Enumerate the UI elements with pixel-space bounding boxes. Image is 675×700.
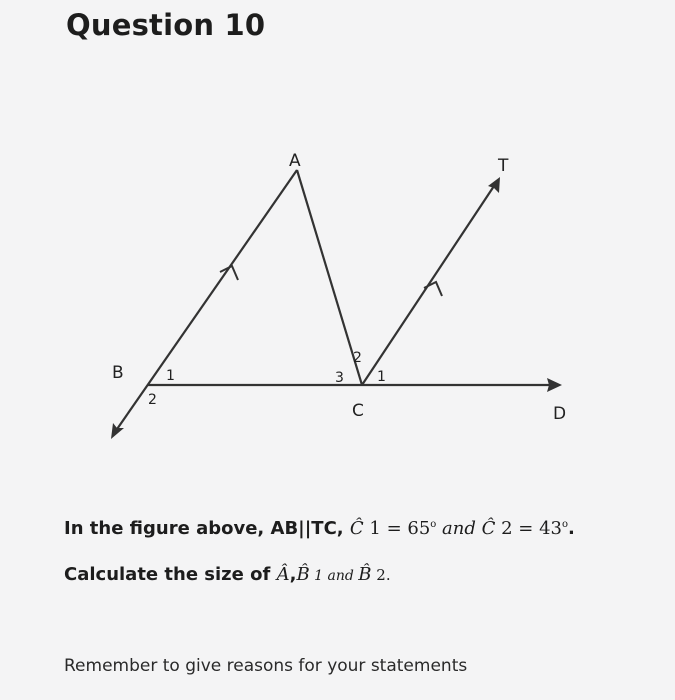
b1-and-text: 1 and [309,568,359,584]
period: . [568,518,575,539]
b2-text: 2. [371,566,391,584]
arrow-d-icon [547,378,562,392]
degree-1: o [430,519,437,530]
b-hat-1: B [296,564,310,585]
point-label-c: C [352,401,364,421]
angle-label-b2: 2 [148,392,157,408]
a-hat: A [276,564,290,585]
angle-label-c2: 2 [353,350,362,366]
question-line-1 [64,518,575,539]
comma: , [289,564,297,585]
point-label-t: T [498,156,509,176]
point-label-a: A [289,151,301,171]
question-line-2 [64,564,391,585]
angle-label-c3: 3 [335,370,344,386]
and-text: and [436,518,482,539]
question-title: Question 10 [66,8,266,42]
b-hat-2: B [358,564,372,585]
point-label-d: D [553,404,567,424]
line-ct [362,183,496,385]
point-label-b: B [112,363,124,383]
line-ab [115,170,297,432]
c-hat-2: C [481,518,496,539]
line1-prefix: In the figure above, AB||TC, [64,518,350,539]
arrow-b-down-icon [111,423,124,439]
degree-2: o [562,519,569,530]
c2-equation: 2 = 43 [495,518,563,539]
c-hat-1: C [349,518,364,539]
line2-prefix: Calculate the size of [64,564,277,585]
angle-label-b1: 1 [166,368,175,384]
angle-label-c1: 1 [377,369,386,385]
c1-equation: 1 = 65 [363,518,431,539]
reasons-note: Remember to give reasons for your statements [64,656,468,676]
